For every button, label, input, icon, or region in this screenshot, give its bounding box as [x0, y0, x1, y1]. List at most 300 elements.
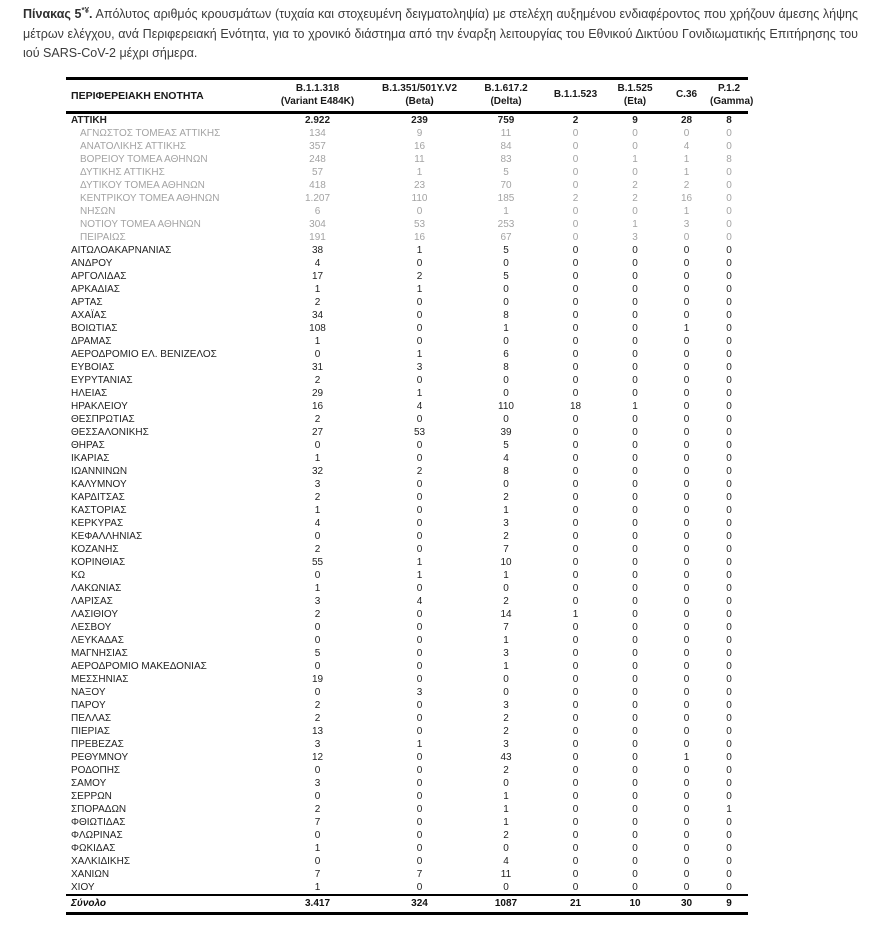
value-cell: 1 — [683, 167, 690, 178]
value-cell: 34 — [311, 310, 324, 321]
value-cell: 253 — [497, 219, 515, 230]
value-cell: 0 — [683, 310, 690, 321]
value-cell: 0 — [683, 713, 690, 724]
value-cell: 0 — [632, 206, 638, 217]
table-row — [66, 725, 748, 738]
value-cell: 0 — [572, 570, 579, 581]
value-cell: 0 — [683, 271, 690, 282]
value-cell: 16 — [311, 401, 324, 412]
value-cell: 0 — [726, 310, 732, 321]
value-cell: 0 — [572, 765, 579, 776]
value-cell: 3 — [683, 219, 690, 230]
value-cell: 0 — [416, 544, 423, 555]
region-name: ΧΙΟΥ — [71, 882, 95, 893]
region-name: ΑΓΝΩΣΤΟΣ ΤΟΜΕΑΣ ΑΤΤΙΚΗΣ — [80, 128, 221, 139]
value-cell: 0 — [416, 622, 423, 633]
region-name: ΝΗΣΩΝ — [80, 206, 116, 217]
value-cell: 0 — [726, 284, 732, 295]
value-cell: 3 — [314, 778, 321, 789]
value-cell: 0 — [572, 427, 579, 438]
region-name: ΧΑΛΚΙΔΙΚΗΣ — [71, 856, 130, 867]
value-cell: 0 — [416, 440, 423, 451]
value-cell: 0 — [726, 544, 732, 555]
value-cell: 0 — [416, 817, 423, 828]
region-name: ΚΕΝΤΡΙΚΟΥ ΤΟΜΕΑ ΑΘΗΝΩΝ — [80, 193, 220, 204]
value-cell: 0 — [726, 817, 732, 828]
table-footer — [66, 895, 748, 914]
region-name: ΛΕΥΚΑΔΑΣ — [71, 635, 124, 646]
table-row — [66, 426, 748, 439]
value-cell: 1 — [503, 817, 509, 828]
value-cell: 4 — [314, 518, 321, 529]
value-cell: 0 — [416, 856, 423, 867]
table-row — [66, 751, 748, 764]
value-cell: 0 — [632, 479, 638, 490]
value-cell: 0 — [572, 167, 579, 178]
total-value-cell: 21 — [569, 898, 582, 909]
table-row — [66, 634, 748, 647]
value-cell: 0 — [726, 739, 732, 750]
table-row — [66, 205, 748, 218]
value-cell: 6 — [503, 349, 509, 360]
value-cell: 0 — [632, 427, 638, 438]
table-row — [66, 621, 748, 634]
value-cell: 0 — [314, 635, 321, 646]
value-cell: 0 — [632, 466, 638, 477]
value-cell: 0 — [632, 336, 638, 347]
value-cell: 2 — [503, 765, 509, 776]
region-name: ΝΟΤΙΟΥ ΤΟΜΕΑ ΑΘΗΝΩΝ — [80, 219, 201, 230]
value-cell: 0 — [632, 557, 638, 568]
value-cell: 3 — [314, 739, 321, 750]
table-row — [66, 647, 748, 660]
total-value-cell: 324 — [411, 898, 428, 909]
value-cell: 0 — [572, 323, 579, 334]
region-name: ΛΕΣΒΟΥ — [71, 622, 112, 633]
value-cell: 0 — [572, 297, 579, 308]
value-cell: 0 — [683, 479, 690, 490]
region-name: ΚΟΖΑΝΗΣ — [71, 544, 119, 555]
value-cell: 2 — [503, 531, 509, 542]
column-header-variant: B.1.1.523 — [553, 89, 598, 101]
table-row — [66, 868, 748, 881]
region-name: ΑΕΡΟΔΡΟΜΙΟ ΕΛ. ΒΕΝΙΖΕΛΟΣ — [71, 349, 217, 360]
value-cell: 0 — [572, 505, 579, 516]
value-cell: 2 — [314, 414, 321, 425]
value-cell: 4 — [314, 258, 321, 269]
region-name: ΜΕΣΣΗΝΙΑΣ — [71, 674, 129, 685]
value-cell: 2 — [314, 375, 321, 386]
value-cell: 0 — [683, 661, 690, 672]
value-cell: 0 — [632, 700, 638, 711]
value-cell: 1 — [503, 791, 509, 802]
value-cell: 0 — [572, 219, 579, 230]
value-cell: 0 — [572, 596, 579, 607]
value-cell: 0 — [314, 622, 321, 633]
value-cell: 0 — [683, 492, 690, 503]
value-cell: 2 — [314, 713, 321, 724]
value-cell: 239 — [411, 115, 428, 126]
value-cell: 0 — [683, 362, 690, 373]
value-cell: 0 — [632, 609, 638, 620]
value-cell: 0 — [683, 544, 690, 555]
value-cell: 0 — [572, 414, 579, 425]
value-cell: 0 — [683, 635, 690, 646]
value-cell: 0 — [503, 778, 509, 789]
value-cell: 0 — [726, 700, 732, 711]
value-cell: 0 — [632, 128, 638, 139]
value-cell: 0 — [632, 882, 638, 893]
region-name: ΛΑΡΙΣΑΣ — [71, 596, 113, 607]
table-row — [66, 140, 748, 153]
value-cell: 0 — [416, 531, 423, 542]
header-row — [66, 79, 748, 113]
value-cell: 0 — [314, 570, 321, 581]
value-cell: 3 — [503, 518, 509, 529]
value-cell: 0 — [683, 856, 690, 867]
value-cell: 8 — [726, 154, 732, 165]
value-cell: 0 — [726, 479, 732, 490]
region-name: ΡΕΘΥΜΝΟΥ — [71, 752, 129, 763]
value-cell: 53 — [413, 219, 426, 230]
value-cell: 0 — [726, 752, 732, 763]
value-cell: 2 — [503, 713, 509, 724]
value-cell: 0 — [572, 258, 579, 269]
value-cell: 0 — [683, 245, 690, 256]
region-name: ΧΑΝΙΩΝ — [71, 869, 110, 880]
value-cell: 0 — [632, 323, 638, 334]
value-cell: 0 — [572, 544, 579, 555]
value-cell: 2 — [503, 726, 509, 737]
value-cell: 0 — [416, 323, 423, 334]
table-row — [66, 660, 748, 673]
value-cell: 0 — [314, 765, 321, 776]
value-cell: 0 — [632, 661, 638, 672]
value-cell: 0 — [632, 635, 638, 646]
table-row — [66, 842, 748, 855]
value-cell: 5 — [503, 167, 509, 178]
value-cell: 0 — [683, 830, 690, 841]
value-cell: 0 — [572, 726, 579, 737]
value-cell: 0 — [572, 362, 579, 373]
value-cell: 29 — [311, 388, 324, 399]
value-cell: 0 — [683, 388, 690, 399]
region-name: ΣΕΡΡΩΝ — [71, 791, 112, 802]
value-cell: 185 — [497, 193, 515, 204]
value-cell: 0 — [726, 388, 732, 399]
value-cell: 0 — [416, 206, 423, 217]
value-cell: 0 — [683, 674, 690, 685]
value-cell: 0 — [726, 687, 732, 698]
value-cell: 0 — [726, 596, 732, 607]
value-cell: 0 — [503, 284, 509, 295]
value-cell: 0 — [683, 622, 690, 633]
value-cell: 0 — [632, 167, 638, 178]
table-row — [66, 673, 748, 686]
value-cell: 0 — [416, 726, 423, 737]
table-row — [66, 543, 748, 556]
value-cell: 0 — [314, 791, 321, 802]
value-cell: 8 — [503, 362, 509, 373]
value-cell: 0 — [726, 882, 732, 893]
value-cell: 1 — [314, 453, 321, 464]
value-cell: 7 — [314, 869, 321, 880]
value-cell: 0 — [683, 505, 690, 516]
value-cell: 28 — [680, 115, 693, 126]
value-cell: 0 — [632, 804, 638, 815]
value-cell: 0 — [416, 492, 423, 503]
value-cell: 0 — [726, 609, 732, 620]
region-name: ΚΕΡΚΥΡΑΣ — [71, 518, 124, 529]
table-body — [66, 113, 748, 896]
table-row — [66, 127, 748, 140]
region-name: ΔΥΤΙΚΗΣ ΑΤΤΙΚΗΣ — [80, 167, 165, 178]
value-cell: 0 — [314, 687, 321, 698]
value-cell: 0 — [683, 583, 690, 594]
region-name: ΑΡΤΑΣ — [71, 297, 103, 308]
value-cell: 0 — [726, 726, 732, 737]
value-cell: 0 — [314, 830, 321, 841]
value-cell: 2.922 — [304, 115, 331, 126]
table-caption — [23, 5, 858, 64]
table-row — [66, 816, 748, 829]
value-cell: 3 — [503, 739, 509, 750]
region-name: ΣΠΟΡΑΔΩΝ — [71, 804, 127, 815]
value-cell: 0 — [726, 362, 732, 373]
value-cell: 0 — [503, 336, 509, 347]
value-cell: 0 — [632, 440, 638, 451]
value-cell: 0 — [683, 297, 690, 308]
value-cell: 0 — [572, 804, 579, 815]
value-cell: 0 — [572, 817, 579, 828]
value-cell: 0 — [416, 453, 423, 464]
value-cell: 0 — [572, 310, 579, 321]
value-cell: 0 — [632, 817, 638, 828]
value-cell: 1 — [314, 843, 321, 854]
value-cell: 0 — [683, 453, 690, 464]
value-cell: 1 — [314, 336, 321, 347]
value-cell: 0 — [683, 596, 690, 607]
table-row — [66, 881, 748, 895]
value-cell: 0 — [683, 466, 690, 477]
region-name: ΙΩΑΝΝΙΝΩΝ — [71, 466, 128, 477]
value-cell: 0 — [683, 726, 690, 737]
value-cell: 0 — [416, 505, 423, 516]
value-cell: 1 — [416, 349, 423, 360]
value-cell: 2 — [314, 492, 321, 503]
value-cell: 0 — [683, 232, 690, 243]
value-cell: 248 — [309, 154, 326, 165]
value-cell: 0 — [726, 778, 732, 789]
value-cell: 7 — [416, 869, 423, 880]
value-cell: 5 — [503, 440, 509, 451]
value-cell: 134 — [309, 128, 326, 139]
caption-text: Απόλυτος αριθμός κρουσμάτων (τυχαία και στοχευμένη δειγματοληψία) με στελέχη αυξημένου ενδιαφέροντος που χρήζουν άμεσης λήψης μέτρων ελέγχου, ανά Περιφερειακή Ενότητα, για το χρονικό διάστημα από την έναρξη λειτουργίας του Εθνικού Δικτύου Γονιδιωματικής Επιτήρησης του ιού SARS-CoV-2 μέχρι σήμερα. — [23, 7, 858, 60]
value-cell: 0 — [416, 882, 423, 893]
value-cell: 19 — [311, 674, 324, 685]
value-cell: 4 — [416, 596, 423, 607]
table-row — [66, 439, 748, 452]
value-cell: 0 — [683, 882, 690, 893]
value-cell: 0 — [726, 245, 732, 256]
value-cell: 5 — [503, 271, 509, 282]
value-cell: 1 — [503, 570, 509, 581]
value-cell: 16 — [413, 232, 426, 243]
value-cell: 57 — [311, 167, 324, 178]
value-cell: 0 — [683, 336, 690, 347]
value-cell: 0 — [632, 596, 638, 607]
table-row — [66, 322, 748, 335]
total-row — [66, 895, 748, 914]
table-row — [66, 790, 748, 803]
table-row — [66, 192, 748, 205]
value-cell: 0 — [632, 778, 638, 789]
region-name: ΑΡΚΑΔΙΑΣ — [71, 284, 120, 295]
region-name: ΗΡΑΚΛΕΙΟΥ — [71, 401, 128, 412]
table-row — [66, 530, 748, 543]
value-cell: 0 — [683, 609, 690, 620]
value-cell: 10 — [500, 557, 512, 568]
region-name: ΚΕΦΑΛΛΗΝΙΑΣ — [71, 531, 143, 542]
caption-dot: . — [89, 7, 93, 21]
table-row — [66, 699, 748, 712]
table-row — [66, 218, 748, 231]
value-cell: 0 — [503, 583, 509, 594]
region-name: ΣΑΜΟΥ — [71, 778, 107, 789]
value-cell: 7 — [503, 544, 509, 555]
value-cell: 0 — [726, 518, 732, 529]
value-cell: 0 — [683, 869, 690, 880]
value-cell: 357 — [309, 141, 326, 152]
value-cell: 0 — [572, 635, 579, 646]
value-cell: 0 — [572, 752, 579, 763]
value-cell: 1 — [632, 154, 638, 165]
value-cell: 2 — [632, 180, 638, 191]
table-row — [66, 231, 748, 244]
value-cell: 0 — [726, 635, 732, 646]
value-cell: 0 — [314, 661, 321, 672]
table-row — [66, 283, 748, 296]
value-cell: 0 — [632, 583, 638, 594]
value-cell: 0 — [572, 232, 579, 243]
region-name: ΑΡΓΟΛΙΔΑΣ — [71, 271, 127, 282]
value-cell: 1 — [683, 206, 690, 217]
value-cell: 0 — [726, 401, 732, 412]
value-cell: 0 — [726, 167, 732, 178]
value-cell: 67 — [500, 232, 512, 243]
value-cell: 0 — [683, 687, 690, 698]
region-name: ΦΛΩΡΙΝΑΣ — [71, 830, 123, 841]
region-name: ΦΘΙΩΤΙΔΑΣ — [71, 817, 126, 828]
value-cell: 0 — [416, 765, 423, 776]
value-cell: 0 — [683, 349, 690, 360]
total-value-cell: 10 — [629, 898, 641, 909]
table-row — [66, 686, 748, 699]
value-cell: 0 — [632, 713, 638, 724]
value-cell: 53 — [413, 427, 426, 438]
value-cell: 0 — [726, 856, 732, 867]
value-cell: 0 — [726, 297, 732, 308]
region-name: ΔΡΑΜΑΣ — [71, 336, 112, 347]
value-cell: 43 — [500, 752, 512, 763]
value-cell: 0 — [726, 336, 732, 347]
region-name: ΠΕΛΛΑΣ — [71, 713, 112, 724]
value-cell: 0 — [632, 765, 638, 776]
value-cell: 0 — [572, 843, 579, 854]
value-cell: 304 — [309, 219, 326, 230]
value-cell: 0 — [726, 869, 732, 880]
table-row — [66, 400, 748, 413]
region-name: ΚΟΡΙΝΘΙΑΣ — [71, 557, 126, 568]
value-cell: 4 — [416, 401, 423, 412]
value-cell: 0 — [683, 557, 690, 568]
value-cell: 0 — [726, 765, 732, 776]
value-cell: 0 — [726, 791, 732, 802]
table-row — [66, 504, 748, 517]
value-cell: 0 — [503, 375, 509, 386]
table-row — [66, 569, 748, 582]
table-row — [66, 465, 748, 478]
value-cell: 38 — [311, 245, 324, 256]
region-name: ΘΕΣΣΑΛΟΝΙΚΗΣ — [71, 427, 149, 438]
value-cell: 1 — [416, 167, 423, 178]
value-cell: 0 — [683, 128, 690, 139]
region-name: ΗΛΕΙΑΣ — [71, 388, 108, 399]
value-cell: 0 — [572, 674, 579, 685]
region-name: ΠΡΕΒΕΖΑΣ — [71, 739, 124, 750]
value-cell: 13 — [311, 726, 324, 737]
value-cell: 0 — [572, 778, 579, 789]
value-cell: 0 — [572, 492, 579, 503]
table-row — [66, 257, 748, 270]
value-cell: 0 — [416, 310, 423, 321]
table-row — [66, 309, 748, 322]
table-row — [66, 803, 748, 816]
value-cell: 0 — [726, 531, 732, 542]
value-cell: 0 — [683, 427, 690, 438]
value-cell: 0 — [632, 245, 638, 256]
value-cell: 110 — [498, 401, 514, 412]
table-row — [66, 153, 748, 166]
value-cell: 0 — [503, 687, 509, 698]
caption-footnote-marker: *¥ — [81, 5, 90, 15]
value-cell: 0 — [726, 674, 732, 685]
value-cell: 0 — [726, 232, 732, 243]
value-cell: 14 — [500, 609, 512, 620]
value-cell: 0 — [503, 414, 509, 425]
value-cell: 0 — [632, 349, 638, 360]
value-cell: 2 — [572, 193, 579, 204]
value-cell: 0 — [503, 674, 509, 685]
value-cell: 0 — [416, 843, 423, 854]
table-row — [66, 777, 748, 790]
value-cell: 5 — [503, 245, 509, 256]
value-cell: 0 — [572, 128, 579, 139]
value-cell: 0 — [572, 466, 579, 477]
value-cell: 759 — [497, 115, 515, 126]
table-row — [66, 270, 748, 283]
value-cell: 0 — [572, 869, 579, 880]
region-name: ΕΥΡΥΤΑΝΙΑΣ — [71, 375, 133, 386]
table-row — [66, 387, 748, 400]
value-cell: 0 — [314, 349, 321, 360]
column-header-variant: C.36 — [675, 89, 698, 101]
table-row — [66, 608, 748, 621]
caption-table-number: Πίνακας 5 — [23, 7, 82, 21]
value-cell: 11 — [500, 128, 512, 139]
value-cell: 1 — [416, 570, 423, 581]
value-cell: 0 — [632, 297, 638, 308]
